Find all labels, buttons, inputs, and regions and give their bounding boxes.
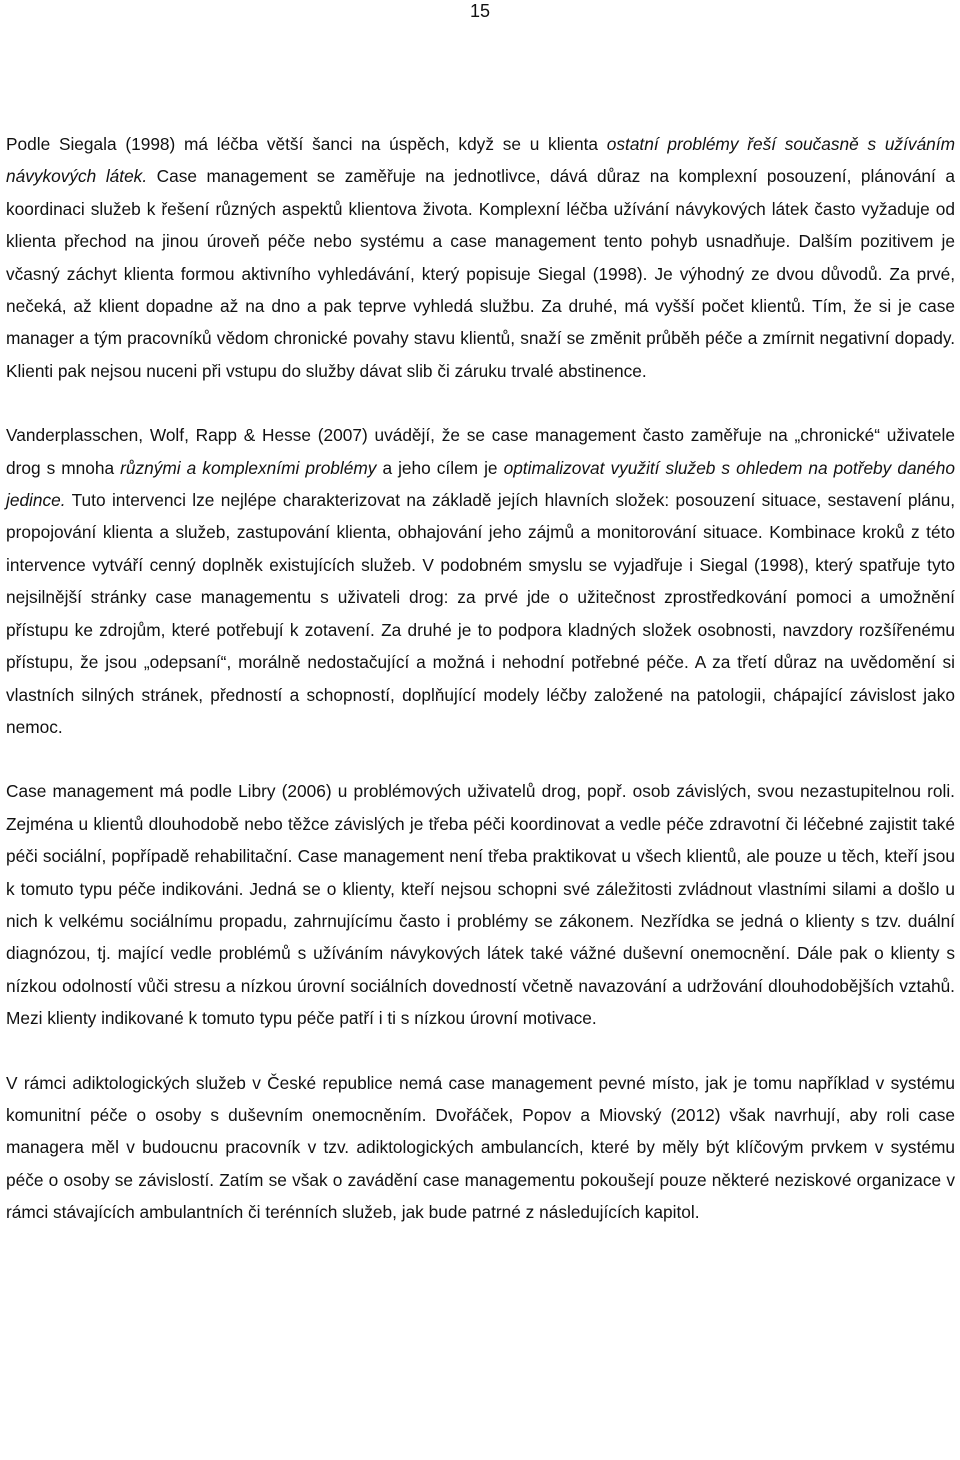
italic-run: optimalizovat využití služeb s ohledem na potřeby daného jedince. <box>6 457 956 511</box>
paragraph-1 <box>6 128 955 387</box>
italic-run: různými a komplexními problémy <box>120 457 377 478</box>
paragraph-4 <box>6 1067 955 1229</box>
italic-run: ostatní problémy řeší současně s užíváním návykových látek. <box>6 134 955 187</box>
text-run: Case management má podle Libry (2006) u problémových uživatelů drog, popř. osob závislých, svou nezastupitelnou roli. Zejména u klientů dlouhodobě nebo těžce závislých je třeba péči koordinovat a vedle péče zdravotní či léčebné zajistit také péči sociální, popřípadě rehabilitační. Case management není třeba praktikovat u všech klientů, ale pouze u těch, kteří jsou k tomuto typu péče indikováni. Jedná se o klienty, kteří nejsou schopni své záležitosti zvládnout vlastními silami a došlo u nich k velkému sociálnímu propadu, zahrnujícímu často i problémy se zákonem. Nezřídka se jedná o klienty s tzv. duální diagnózou, tj. mající vedle problémů s užíváním návykových látek také vážné duševní onemocnění. Dále pak o klienty s nízkou odolností vůči stresu a nízkou úrovní sociálních dovedností včetně navazování a udržování dlouhodobějších vztahů. Mezi klienty indikované k tomuto typu péče patří i ti s nízkou úrovní motivace. <box>6 781 955 1029</box>
text-run: Podle Siegala (1998) má léčba větší šanci na úspěch, když se u klienta <box>6 134 607 154</box>
paragraph-3 <box>6 775 955 1034</box>
text-run: Case management se zaměřuje na jednotlivce, dává důraz na komplexní posouzení, plánování a koordinaci služeb k řešení různých aspektů klientova života. Komplexní léčba užívání návykových látek často vyžaduje od klienta přechod na jinou úroveň péče nebo systému a case management tento pohyb usnadňuje. Dalším pozitivem je včasný záchyt klienta formou aktivního vyhledávání, který popisuje Siegal (1998). Je výhodný ze dvou důvodů. Za prvé, nečeká, až klient dopadne až na dno a pak teprve vyhledá službu. Za druhé, má vyšší počet klientů. Tím, že si je case manager a tým pracovníků vědom chronické povahy stavu klientů, snaží se změnit průběh péče a zmírnit negativní dopady. Klienti pak nejsou nuceni při vstupu do služby dávat slib či záruku trvalé abstinence. <box>6 166 955 381</box>
text-run: Tuto intervenci lze nejlépe charakterizovat na základě jejích hlavních složek: posouzení situace, sestavení plánu, propojování klienta a služeb, zastupování klienta, obhajování jeho zájmů a monitorování situace. Kombinace kroků z této intervence vytváří cenný doplněk existujících služeb. V podobném smyslu se vyjadřuje i Siegal (1998), který spatřuje tyto nejsilnější stránky case managementu s uživateli drog: za prvé jde o užitečnost zprostředkování pomoci a umožnění přístupu ke zdrojům, které potřebují k zotavení. Za druhé je to podpora kladných složek osobnosti, navzdory rozšířenému přístupu, že jsou „odepsaní“, morálně nedostačující a možná i nehodní potřebné péče. A za třetí důraz na uvědomění si vlastních silných stránek, předností a schopností, doplňující modely léčby založené na patologii, chápající závislost jako nemoc. <box>6 490 955 737</box>
paragraph-2 <box>6 419 955 743</box>
text-run: Vanderplasschen, Wolf, Rapp & Hesse (2007) uvádějí, že se case management často zaměřuje na „chronické“ uživatele drog s mnoha <box>6 425 955 478</box>
text-run: V rámci adiktologických služeb v České republice nemá case management pevné místo, jak je tomu například v systému komunitní péče o osoby s duševním onemocněním. Dvořáček, Popov a Miovský (2012) však navrhují, aby roli case managera měl v budoucnu pracovník v tzv. adiktologických ambulancích, které by měly být klíčovým prvkem v systému péče o osoby se závislostí. Zatím se však o zavádění case managementu pokoušejí pouze některé neziskové organizace v rámci stávajících ambulantních či terénních služeb, jak bude patrné z následujících kapitol. <box>6 1072 955 1223</box>
document-body <box>6 128 955 1229</box>
page-number: 15 <box>469 1 491 21</box>
text-run: a jeho cílem je <box>376 457 504 478</box>
